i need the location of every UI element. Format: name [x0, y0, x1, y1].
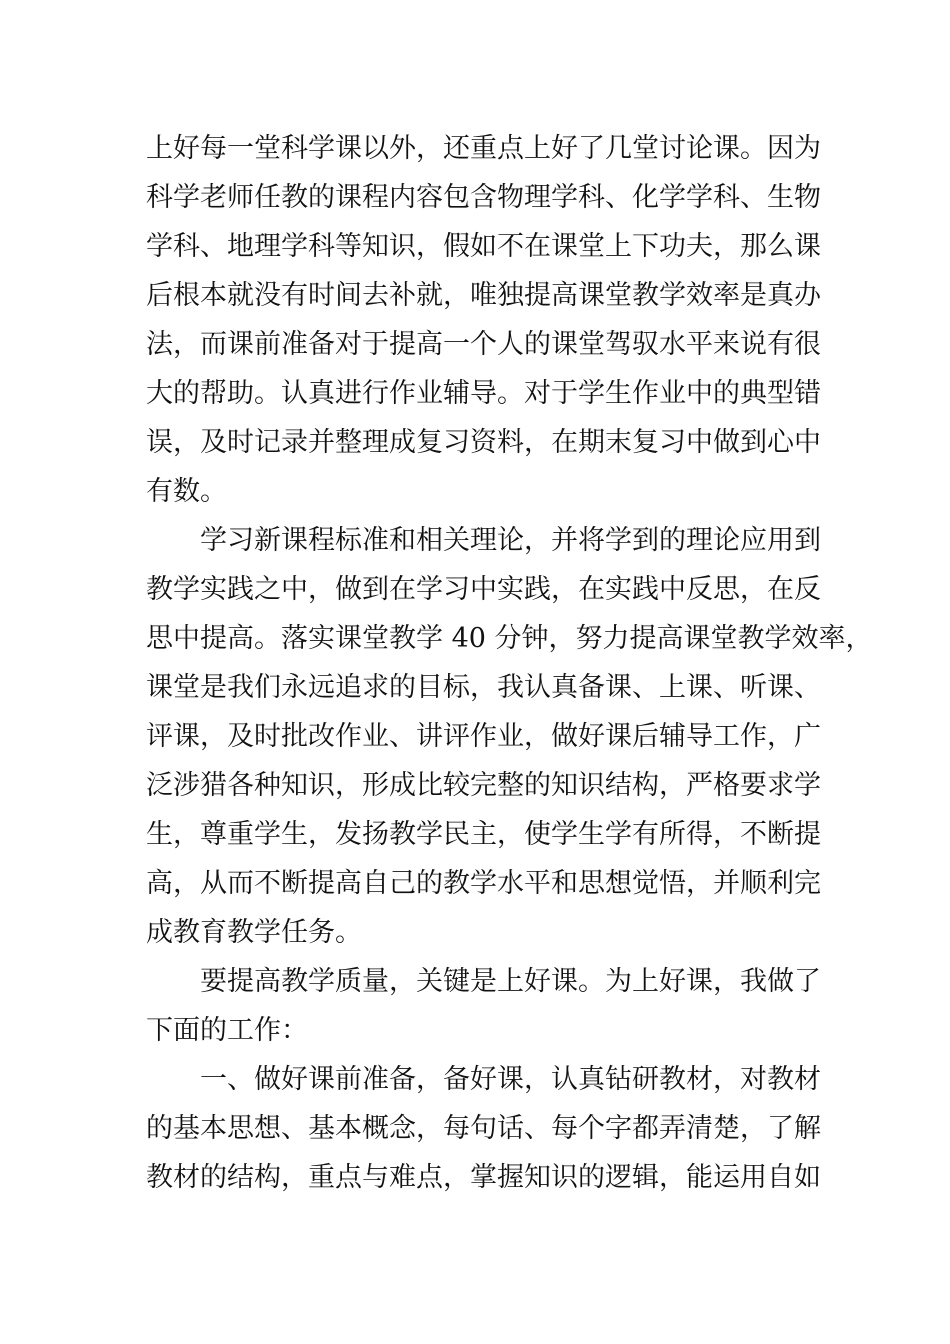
paragraph-4 [146, 1055, 826, 1202]
paragraph-line: 生，尊重学生，发扬教学民主，使学生学有所得，不断提 [146, 819, 821, 850]
paragraph-line: 学习新课程标准和相关理论，并将学到的理论应用到 [200, 525, 821, 556]
paragraph-1 [146, 124, 826, 516]
paragraph-line: 有数。 [146, 476, 227, 507]
paragraph-line: 泛涉猎各种知识，形成比较完整的知识结构，严格要求学 [146, 770, 821, 801]
paragraph-line: 科学老师任教的课程内容包含物理学科、化学学科、生物 [146, 182, 821, 213]
paragraph-line: 高，从而不断提高自己的教学水平和思想觉悟，并顺利完 [146, 868, 821, 899]
paragraph-3 [146, 957, 826, 1055]
paragraph-line: 教材的结构，重点与难点，掌握知识的逻辑，能运用自如 [146, 1162, 821, 1193]
paragraph-line: 法，而课前准备对于提高一个人的课堂驾驭水平来说有很 [146, 329, 821, 360]
paragraph-line: 学科、地理学科等知识，假如不在课堂上下功夫，那么课 [146, 231, 821, 262]
paragraph-line: 的基本思想、基本概念，每句话、每个字都弄清楚，了解 [146, 1113, 821, 1144]
paragraph-line: 误，及时记录并整理成复习资料，在期末复习中做到心中 [146, 427, 821, 458]
document-body [146, 124, 873, 1202]
paragraph-line: 一、做好课前准备，备好课，认真钻研教材，对教材 [200, 1064, 821, 1095]
paragraph-line: 评课，及时批改作业、讲评作业，做好课后辅导工作，广 [146, 721, 821, 752]
paragraph-2 [146, 516, 873, 957]
paragraph-line: 上好每一堂科学课以外，还重点上好了几堂讨论课。因为 [146, 133, 821, 164]
paragraph-line: 后根本就没有时间去补就，唯独提高课堂教学效率是真办 [146, 280, 821, 311]
paragraph-line: 大的帮助。认真进行作业辅导。对于学生作业中的典型错 [146, 378, 821, 409]
paragraph-line: 要提高教学质量，关键是上好课。为上好课，我做了 [200, 966, 821, 997]
paragraph-line: 成教育教学任务。 [146, 917, 362, 948]
paragraph-line: 课堂是我们永远追求的目标，我认真备课、上课、听课、 [146, 672, 821, 703]
paragraph-line: 思中提高。落实课堂教学 40 分钟，努力提高课堂教学效率， [146, 623, 873, 654]
paragraph-line: 教学实践之中，做到在学习中实践，在实践中反思，在反 [146, 574, 821, 605]
paragraph-line: 下面的工作： [146, 1015, 308, 1046]
